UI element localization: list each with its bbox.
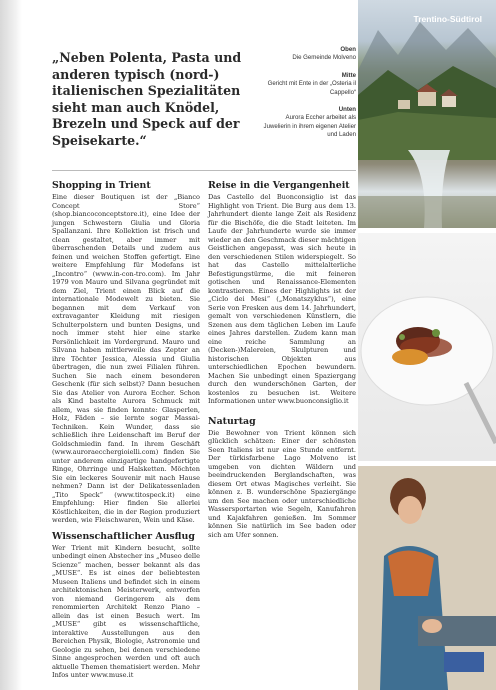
- article-column-right: [208, 180, 356, 539]
- pull-quote: „Neben Polenta, Pasta und anderen typisch (nord-) italienischen Spezialitäten sieht man auch Knödel, Brezeln und Speck auf der Speisekarte.“: [52, 50, 242, 148]
- photo-captions: [262, 46, 356, 149]
- caption-text: Gericht mit Ente in der „Osteria il Cappello“: [267, 80, 356, 96]
- text-wissenschaft: Wer Trient mit Kindern besucht, sollte unbedingt einen Abstecher ins „Museo delle Scienze“ machen, besser bekannt als das „MUSE“. Es ist eines der beliebtesten Museen Italiens und befindet sich in einem architektonischen Meisterwerk, entworfen von niemand Geringerem als dem renommierten Architekt Renzo Piano – allein das ist einen Besuch wert. Im „MUSE“ gibt es wissenschaftliche, interaktive Ausstellungen aus den Bereichen Physik, Biologie, Astronomie und Geologie zu sehen, bei denen verschiedene Sinne angesprochen werden und oft auch aktuelle Themen thematisiert werden. Mehr Infos unter www.muse.it: [52, 543, 200, 679]
- photo-jeweller: [358, 466, 496, 690]
- text-naturtag: Die Bewohner von Trient können sich glücklich schätzen: Einer der schönsten Seen Italiens ist nur eine Stunde entfernt. Der türkisfarbene Lago Molveno ist umgeben von dichten Wäldern und beeindruckenden Berglandschaften, was diesem Ort etwas Magisches verleiht. Sie können z. B. wunderschöne Spaziergänge um den See machen oder unterschiedliche Wassersportarten wie Segeln, Kanufahren und Kajakfahren genießen. Im Sommer können Sie natürlich im See baden oder sich am Ufer sonnen.: [208, 428, 356, 539]
- photo-duck-dish: [358, 233, 496, 461]
- caption-middle: [262, 72, 356, 97]
- region-label: Trentino-Südtirol: [413, 14, 482, 24]
- caption-heading: Unten: [338, 106, 356, 114]
- heading-naturtag: Naturtag: [208, 415, 256, 427]
- caption-top: [262, 46, 356, 63]
- heading-reise: Reise in die Vergangenheit: [208, 180, 350, 191]
- caption-heading: Mitte: [341, 71, 356, 79]
- caption-text: Die Gemeinde Molveno: [292, 54, 356, 62]
- page-gutter-shadow: [0, 0, 22, 690]
- photo-molveno: [358, 0, 496, 228]
- heading-shopping: Shopping in Trient: [52, 180, 151, 191]
- text-reise: Das Castello del Buonconsiglio ist das Highlight von Trient. Die Burg aus dem 13. Jahrhundert diente lange Zeit als Residenz für die Bischöfe, die die Stadt leiteten. Im Laufe der Jahrhunderte wurde sie immer wieder an den Geschmack dieser mächtigen Geistlichen angepasst, was sich heute in den verschiedenen Stilen widerspiegelt. So hat das Castello mittelalterliche Befestigungstürme, die mit feineren gotischen und Renaissance-Elementen kontrastieren. Eines der Highlights ist der „Ciclo dei Mesi“ („Monatszyklus“), eine Serie von Fresken aus dem 14. Jahrhundert, gemalt von verschiedenen Künstlern, die Szenen aus dem täglichen Leben im Laufe eines Jahres darstellen. Zudem kann man eine reiche Sammlung an (Decken-)Malereien, Skulpturen und historischen Objekten aus unterschiedlichen Epochen bewundern. Machen Sie unbedingt einen Spaziergang durch den wunderschönen Garten, der kostenlos zu besuchen ist. Weitere Informationen unter www.buonconsiglio.it: [208, 193, 356, 405]
- caption-heading: Oben: [340, 46, 356, 53]
- article-column-left: [52, 180, 200, 680]
- section-divider: [52, 170, 356, 171]
- caption-bottom: [262, 106, 356, 140]
- heading-wissenschaft: Wissenschaftlicher Ausflug: [52, 530, 195, 542]
- text-shopping: Eine dieser Boutiquen ist der „Bianco Concept Store“ (shop.biancoconceptstore.it), eine Idee der jungen Schwestern Giulia und Gloria Spallanzani. Ihre Kollektion ist frisch und clean gestaltet, aber immer mit überraschenden Details und zudem aus feinen und weichen Stoffen gefertigt. Eine weitere Empfehlung für Modefans ist „Incontro“ (www.in-con-tro.com). Im Jahr 1979 von Mauro und Silvana gegründet mit dem Ziel, Trient einen Blick auf die internationale Modewelt zu bieten. Sie begannen mit dem Verkauf von extravaganter Kleidung mit riesigen Schulterpolstern und bunten Designs, und noch immer steht hier eine starke Persönlichkeit im Vordergrund. Mauro und Silvana haben mittlerweile das Zepter an ihre Töchter Jessica, Alessia und Giulia übertragen, die nun zwei Filialen führen. Suchen Sie nach einem besonderen Geschenk (für sich selbst)? Dann besuchen Sie das Atelier von Aurora Eccher. Schon als Kind bastelte Aurora Schmuck mit allem, was sie finden konnte: Glasperlen, Holz, Fäden – sie lernte sogar Massai-Techniken. Kein Wunder, dass sie schließlich ihre Leidenschaft im Beruf der Goldschmiedin fand. In ihrem Geschäft (www.auroraecchergioielli.com) finden Sie unter anderem einzigartige handgefertigte Ringe, Ohrringe und Halsketten. Möchten Sie ein leckeres Souvenir mit nach Hause nehmen? Dann ist der Delikatessenladen „Tito Speck“ (www.titospeck.it) eine Empfehlung: Hier finden Sie allerlei Köstlichkeiten, die in der Region produziert werden, wie Fleischwaren, Wein und Käse.: [52, 193, 200, 524]
- caption-text: Aurora Eccher arbeitet als Juwelierin in ihrem eigenen Atelier und Laden: [263, 114, 356, 139]
